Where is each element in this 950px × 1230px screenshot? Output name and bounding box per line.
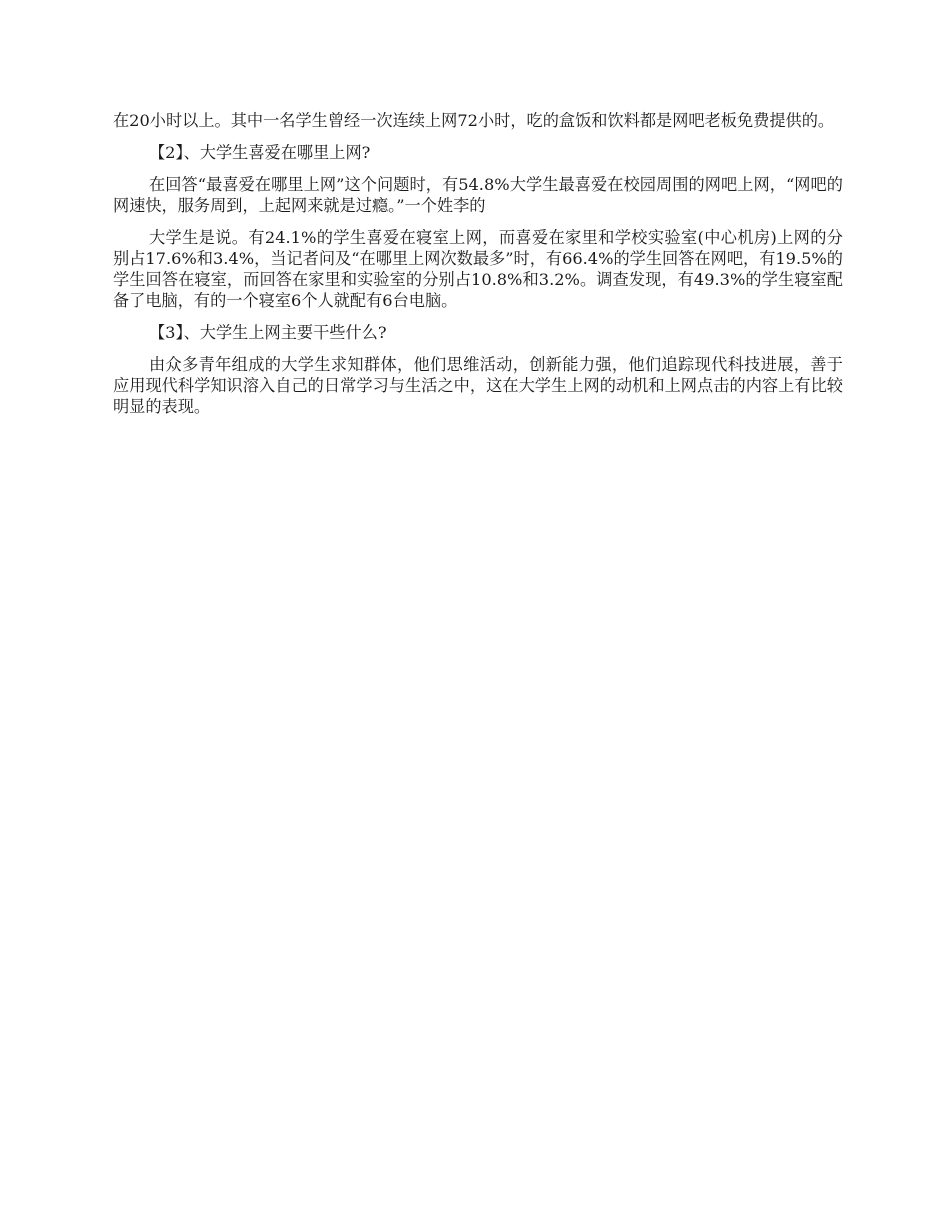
paragraph-continued: 在20小时以上。其中一名学生曾经一次连续上网72小时，吃的盒饭和饮料都是网吧老板免费提供的。: [113, 111, 835, 130]
document-page: [113, 110, 843, 428]
paragraph-motive: 由众多青年组成的大学生求知群体，他们思维活动，创新能力强，他们追踪现代科技进展，善于应用现代科学知识溶入自己的日常学习与生活之中，这在大学生上网的动机和上网点击的内容上有比较明显的表现。: [113, 355, 843, 416]
section-heading-3: 【3】、大学生上网主要干些什么?: [149, 323, 387, 342]
paragraph-stats: 大学生是说。有24.1%的学生喜爱在寝室上网，而喜爱在家里和学校实验室(中心机房)上网的分别占17.6%和3.4%，当记者问及“在哪里上网次数最多”时，有66.4%的学生回答在网吧，有19.5%的学生回答在寝室，而回答在家里和实验室的分别占10.8%和3.2%。调查发现，有49.3%的学生寝室配备了电脑，有的一个寝室6个人就配有6台电脑。: [113, 228, 843, 310]
section-heading-2: 【2】、大学生喜爱在哪里上网?: [149, 143, 371, 162]
paragraph-where: 在回答“最喜爱在哪里上网”这个问题时，有54.8%大学生最喜爱在校园周围的网吧上网，“网吧的网速快，服务周到，上起网来就是过瘾。”一个姓李的: [113, 175, 843, 215]
